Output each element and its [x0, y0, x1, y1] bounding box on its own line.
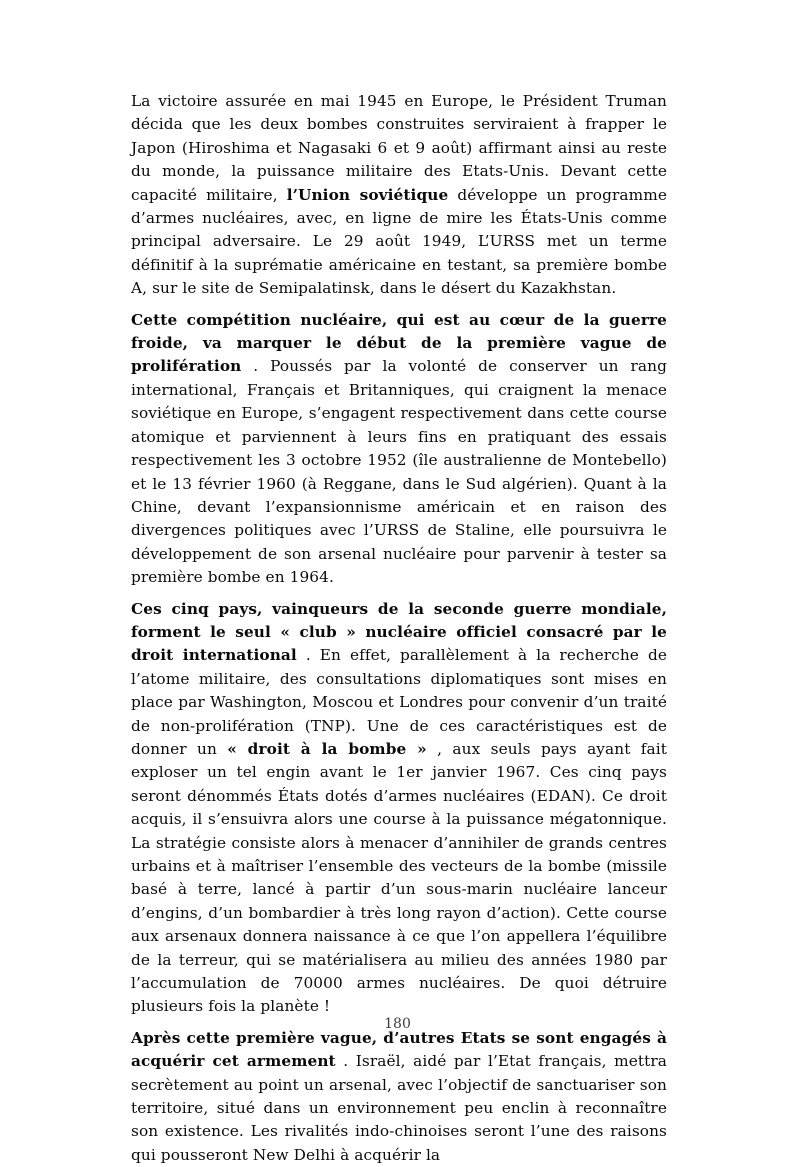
text-run-bold: l’Union soviétique [286, 185, 449, 204]
text-run-bold: Après cette première vague, d’autres Etats se sont engagés à acquérir cet armement [131, 1028, 667, 1071]
text-run-bold: Ces cinq pays, vainqueurs de la seconde guerre mondiale, forment le seul « club » nucléaire officiel consacré par le droit international [131, 599, 667, 665]
text-run-bold: « droit à la bombe » [227, 739, 427, 758]
text-run: . En effet, parallèlement à la recherche de l’atome militaire, des consultations diplomatiques sont mises en place par Washington, Moscou et Londres pour convenir d’un traité de non-prolifération (TNP). Une de ces caractéristiques est de donner un [131, 646, 667, 758]
text-run: . Poussés par la volonté de conserver un rang international, Français et Britanniques, qui craignent la menace soviétique en Europe, s’engagent respectivement dans cette course atomique et parviennent à leurs fins en pratiquant des essais respectivement les 3 octobre 1952 (île australienne de Montebello) et le 13 février 1960 (à Reggane, dans le Sud algérien). Quant à la Chine, devant l’expansionnisme américain et en raison des divergences politiques avec l’URSS de Staline, elle poursuivra le développement de son arsenal nucléaire pour parvenir à tester sa première bombe en 1964. [131, 357, 667, 587]
text-run: La victoire assurée en mai 1945 en Europe, le Président Truman décida que les deux bombes construites serviraient à frapper le Japon (Hiroshima et Nagasaki 6 et 9 août) affirmant ainsi au reste du monde, la puissance militaire des Etats-Unis. Devant cette capacité militaire, [131, 92, 667, 204]
paragraph [131, 90, 667, 301]
page-footer [0, 1014, 795, 1034]
text-run: . Israël, aidé par l’Etat français, mettra secrètement au point un arsenal, avec l’objectif de sanctuariser son territoire, situé dans un environnement peu enclin à reconnaître son existence. Les rivalités indo-chinoises seront l’une des raisons qui pousseront New Delhi à acquérir la [131, 1052, 667, 1164]
paragraph [131, 598, 667, 1019]
page-number: 180 [384, 1016, 411, 1032]
paragraph [131, 1027, 667, 1167]
text-run-bold: Cette compétition nucléaire, qui est au cœur de la guerre froide, va marquer le début de la première vague de prolifération [131, 310, 667, 376]
text-run: , aux seuls pays ayant fait exploser un tel engin avant le 1er janvier 1967. Ces cinq pays seront dénommés États dotés d’armes nucléaires (EDAN). Ce droit acquis, il s’ensuivra alors une course à la puissance mégatonnique. La stratégie consiste alors à menacer d’annihiler de grands centres urbains et à maîtriser l’ensemble des vecteurs de la bombe (missile basé à terre, lancé à partir d’un sous-marin nucléaire lanceur d’engins, d’un bombardier à très long rayon d’action). Cette course aux arsenaux donnera naissance à ce que l’on appellera l’équilibre de la terreur, qui se matérialisera au milieu des années 1980 par l’accumulation de 70000 armes nucléaires. De quoi détruire plusieurs fois la planète ! [131, 739, 667, 1016]
paragraph [131, 309, 667, 590]
text-block [131, 90, 667, 1167]
text-run: développe un programme d’armes nucléaires, avec, en ligne de mire les États-Unis comme principal adversaire. Le 29 août 1949, L’URSS met un terme définitif à la suprématie américaine en testant, sa première bombe A, sur le site de Semipalatinsk, dans le désert du Kazakhstan. [131, 185, 667, 298]
